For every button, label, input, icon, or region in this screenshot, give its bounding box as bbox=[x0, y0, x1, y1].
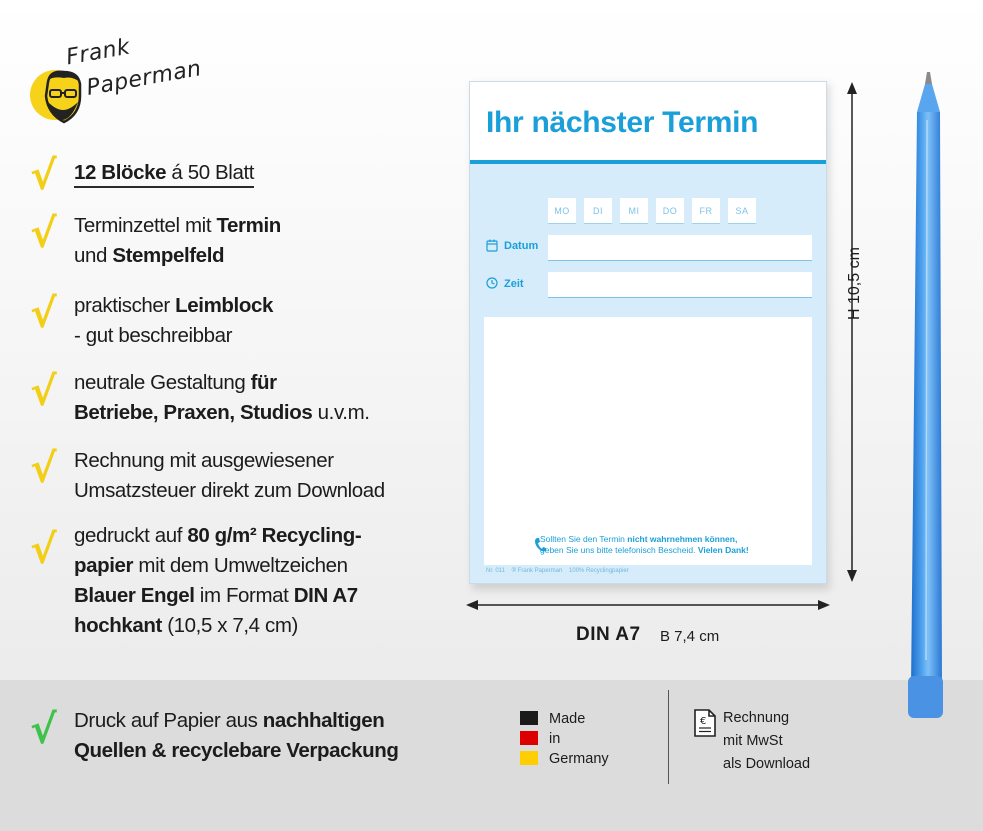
feature-text-segment: á 50 Blatt bbox=[166, 161, 255, 184]
made-line-1: Made bbox=[549, 711, 586, 727]
feature-text-segment: hochkant bbox=[74, 614, 162, 637]
feature-text-segment: für bbox=[250, 371, 277, 394]
checkmark-icon: √ bbox=[30, 211, 57, 257]
feature-text-segment: Blauer Engel bbox=[74, 584, 195, 607]
svg-text:€: € bbox=[700, 716, 707, 727]
logo-text-frank: Frank bbox=[64, 34, 133, 71]
made-line-3: Germany bbox=[549, 751, 609, 767]
notepad-title: Ihr nächster Termin bbox=[486, 106, 759, 139]
checkmark-icon: √ bbox=[30, 291, 57, 337]
footer-brand: ® Frank Paperman bbox=[511, 568, 563, 574]
logo-text-paperman: Paperman bbox=[84, 56, 204, 101]
feature-text-segment: DIN A7 bbox=[293, 584, 358, 607]
feature-text-segment: Leimblock bbox=[175, 294, 273, 317]
feature-text-segment: 80 g/m² Recycling- bbox=[187, 524, 362, 547]
feature-text-segment: neutrale Gestaltung bbox=[74, 371, 251, 394]
format-label: DIN A7 bbox=[576, 624, 641, 645]
badge-divider bbox=[668, 690, 669, 784]
weekday-box: DI bbox=[584, 198, 612, 224]
invoice-line-3: als Download bbox=[723, 756, 811, 772]
checkmark-icon: √ bbox=[30, 369, 57, 415]
feature-text-segment: gedruckt auf bbox=[74, 524, 188, 547]
feature-text-segment: Druck auf Papier aus bbox=[74, 709, 263, 732]
width-arrow bbox=[466, 600, 830, 610]
feature-text-segment: nachhaltigen bbox=[262, 709, 385, 732]
feature-text-segment: u.v.m. bbox=[312, 401, 370, 424]
feature-text-segment: praktischer bbox=[74, 294, 176, 317]
feature-text-segment: Termin bbox=[216, 214, 281, 237]
checkmark-icon: √ bbox=[30, 707, 57, 753]
weekday-box: SA bbox=[728, 198, 756, 224]
feature-text-segment: - gut beschreibbar bbox=[74, 324, 233, 347]
feature-text-segment: Umsatzsteuer direkt zum Download bbox=[74, 479, 385, 502]
euro-invoice-icon bbox=[693, 708, 717, 738]
footer-paper: 100% Recyclingpapier bbox=[569, 568, 629, 574]
notice-line1-b: nicht wahrnehmen können, bbox=[627, 534, 738, 544]
feature-text-segment: 12 Blöcke bbox=[74, 161, 167, 184]
invoice-line-2: mit MwSt bbox=[723, 733, 783, 749]
flag-stripe-gold bbox=[520, 751, 538, 765]
weekday-box: FR bbox=[692, 198, 720, 224]
invoice-text bbox=[723, 707, 810, 776]
feature-text-segment: papier bbox=[74, 554, 134, 577]
feature-text-segment: Rechnung mit ausgewiesener bbox=[74, 449, 334, 472]
feature-text-segment: Terminzettel mit bbox=[74, 214, 217, 237]
weekday-box: DO bbox=[656, 198, 684, 224]
checkmark-icon: √ bbox=[30, 446, 57, 492]
notice-line2-a: geben Sie uns bitte telefonisch Bescheid. bbox=[540, 545, 698, 555]
footer-number: Nr. 011 bbox=[486, 568, 505, 574]
checkmark-icon: √ bbox=[30, 527, 57, 573]
flag-stripe-red bbox=[520, 731, 538, 745]
feature-text-segment: im Format bbox=[194, 584, 294, 607]
flag-stripe-black bbox=[520, 711, 538, 725]
height-arrow bbox=[847, 82, 857, 582]
feature-text-segment: Stempelfeld bbox=[112, 244, 225, 267]
invoice-line-1: Rechnung bbox=[723, 710, 790, 726]
feature-text-segment: (10,5 x 7,4 cm) bbox=[161, 614, 298, 637]
notice-line1-a: Sollten Sie den Termin bbox=[540, 534, 628, 544]
weekday-box: MI bbox=[620, 198, 648, 224]
height-dimension-label: H 10,5 cm bbox=[846, 247, 863, 320]
feature-text-segment: Quellen & recyclebare Verpackung bbox=[74, 739, 399, 762]
notice-line2-b: Vielen Dank! bbox=[697, 545, 749, 555]
checkmark-icon: √ bbox=[30, 153, 57, 199]
width-dimension-label: B 7,4 cm bbox=[660, 628, 720, 645]
time-label: Zeit bbox=[504, 278, 524, 290]
weekday-box: MO bbox=[548, 198, 576, 224]
made-line-2: in bbox=[549, 731, 561, 747]
feature-text-segment: und bbox=[74, 244, 113, 267]
feature-text-segment: mit dem Umweltzeichen bbox=[133, 554, 348, 577]
feature-text-segment: Betriebe, Praxen, Studios bbox=[74, 401, 313, 424]
date-label: Datum bbox=[504, 240, 539, 252]
pen-illustration bbox=[908, 72, 943, 718]
made-in-germany-text bbox=[549, 709, 609, 769]
